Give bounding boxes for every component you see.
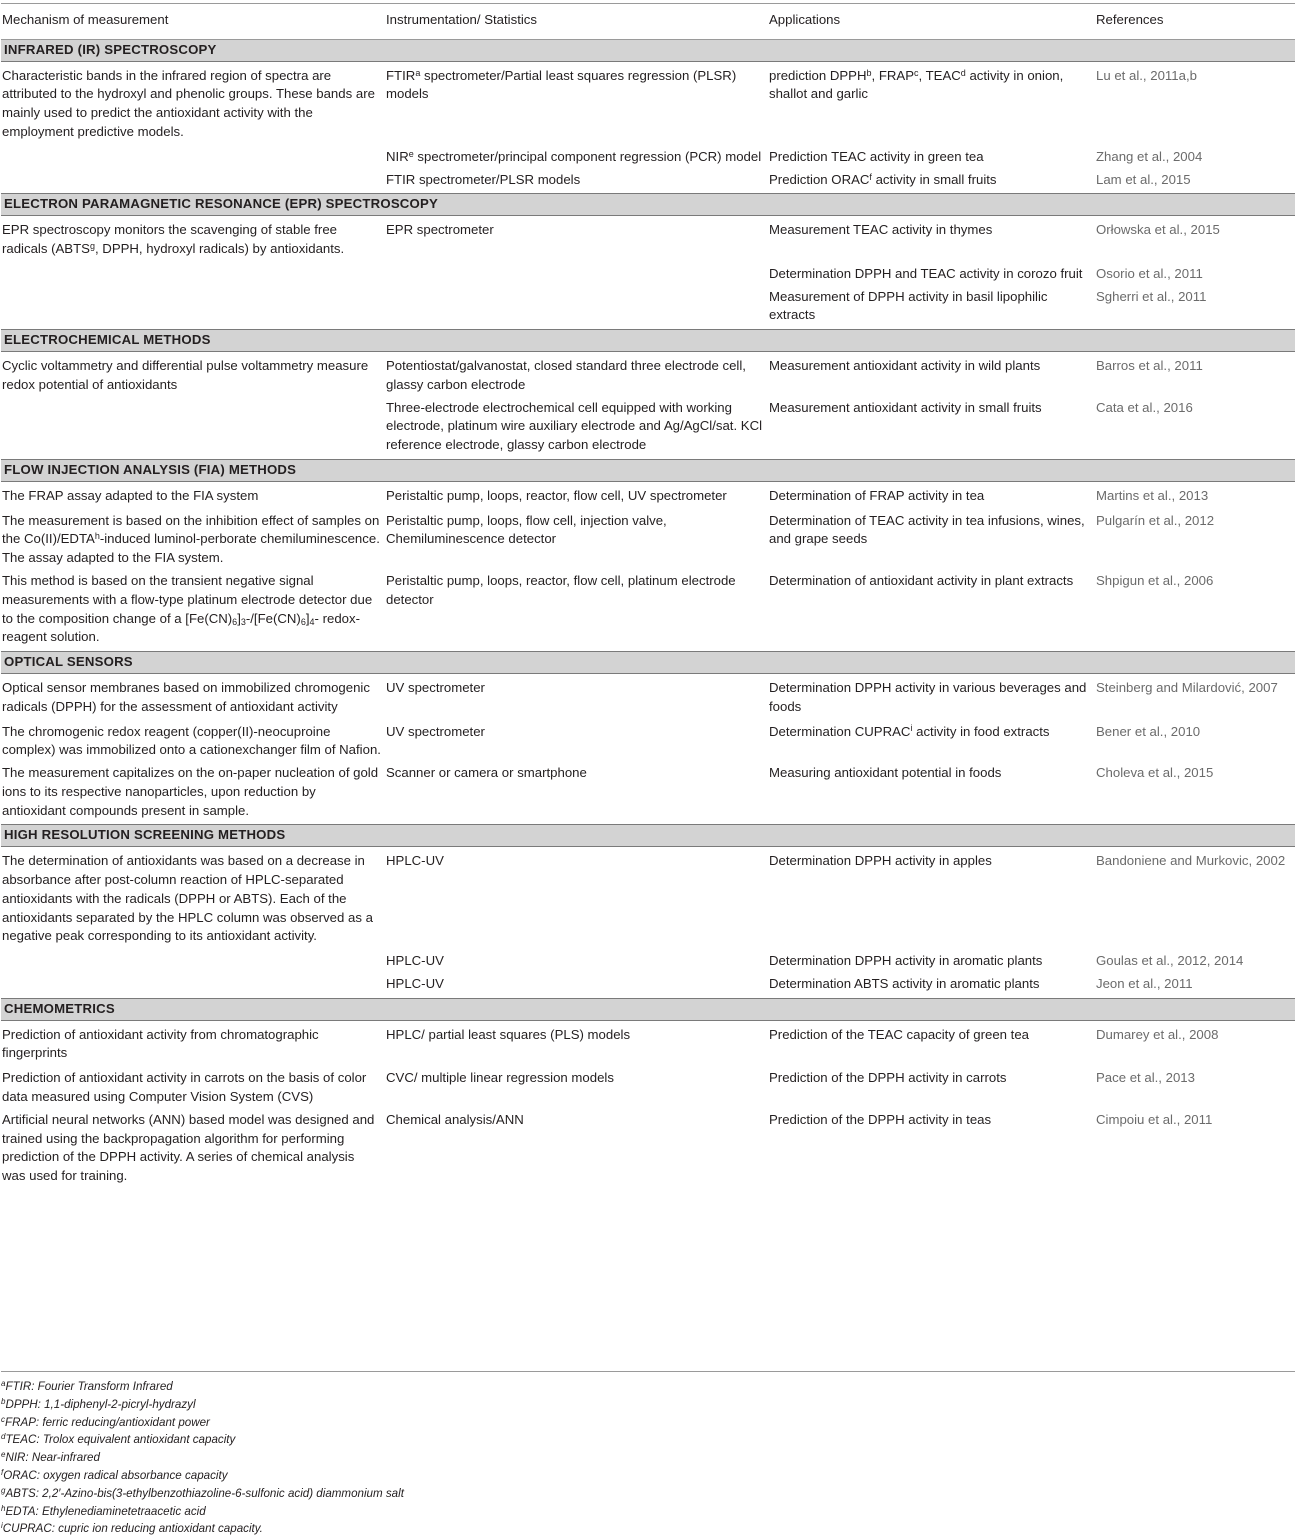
- cell-mechanism: Optical sensor membranes based on immobilized chromogenic radicals (DPPH) for the assessment of antioxidant activity: [2, 679, 370, 714]
- footnote: $^g$ABTS: 2,2′-Azino-bis(3-ethylbenzothiazoline-6-sulfonic acid) diammonium salt: [1, 1485, 404, 1500]
- cell-instrumentation: [385, 286, 768, 330]
- cell-application: Measurement antioxidant activity in small fruits: [769, 399, 1042, 415]
- cell-reference: Osorio et al., 2011: [1096, 265, 1203, 281]
- cell-mechanism: Prediction of antioxidant activity in carrots on the basis of color data measured using Computer Vision System (CVS): [2, 1070, 367, 1105]
- table-row: [1, 286, 1295, 330]
- cell-application: Determination ABTS activity in aromatic plants: [769, 976, 1040, 992]
- section-header: [1, 652, 1295, 674]
- cell-application: Determination of FRAP activity in tea: [769, 487, 985, 503]
- cell-application: Determination CUPRAC$^i$ activity in food extracts: [769, 723, 1050, 739]
- cell-reference: Cata et al., 2016: [1096, 399, 1193, 415]
- cell-instrumentation: FTIR$^a$ spectrometer/Partial least squares regression (PLSR) models: [386, 67, 737, 102]
- cell-application: Prediction of the TEAC capacity of green tea: [769, 1026, 1029, 1042]
- cell-reference: Steinberg and Milardović, 2007: [1096, 679, 1278, 695]
- cell-mechanism: Cyclic voltammetry and differential pulse voltammetry measure redox potential of antioxidants: [2, 357, 369, 392]
- cell-instrumentation: HPLC/ partial least squares (PLS) models: [386, 1026, 631, 1042]
- cell-reference: Orłowska et al., 2015: [1096, 222, 1220, 238]
- cell-reference: Bandoniene and Murkovic, 2002: [1096, 853, 1286, 869]
- cell-mechanism: The chromogenic redox reagent (copper(II)-neocuproine complex) was immobilized onto a cationexchanger film of Nafion.: [2, 723, 381, 758]
- cell-reference: Sgherri et al., 2011: [1096, 288, 1207, 304]
- section-title: OPTICAL SENSORS: [1, 652, 1295, 674]
- cell-reference: Shpigun et al., 2006: [1096, 572, 1214, 588]
- table-row: [1, 216, 1295, 261]
- footnote: $^d$TEAC: Trolox equivalent antioxidant capacity: [1, 1432, 236, 1447]
- cell-instrumentation: [385, 261, 768, 286]
- cell-application: Measurement TEAC activity in thymes: [769, 222, 993, 238]
- section-title: CHEMOMETRICS: [1, 998, 1295, 1020]
- cell-application: Determination DPPH activity in aromatic plants: [769, 953, 1043, 969]
- section-header: [1, 998, 1295, 1020]
- table-row: [1, 762, 1295, 825]
- cell-mechanism: Prediction of antioxidant activity from chromatographic fingerprints: [2, 1026, 319, 1061]
- section-title: ELECTRON PARAMAGNETIC RESONANCE (EPR) SPECTROSCOPY: [1, 194, 1295, 216]
- cell-application: Determination DPPH and TEAC activity in corozo fruit: [769, 265, 1083, 281]
- cell-application: Prediction TEAC activity in green tea: [769, 148, 984, 164]
- methods-table: [1, 3, 1295, 1190]
- cell-application: Determination of TEAC activity in tea infusions, wines, and grape seeds: [769, 512, 1085, 547]
- table-row: [1, 570, 1295, 652]
- cell-application: Determination DPPH activity in apples: [769, 853, 992, 869]
- cell-mechanism: The FRAP assay adapted to the FIA system: [2, 487, 259, 503]
- cell-reference: Barros et al., 2011: [1096, 357, 1203, 373]
- cell-reference: Zhang et al., 2004: [1096, 148, 1203, 164]
- footnote: $^i$CUPRAC: cupric ion reducing antioxidant capacity.: [1, 1521, 263, 1536]
- cell-instrumentation: CVC/ multiple linear regression models: [386, 1070, 614, 1086]
- section-title: INFRARED (IR) SPECTROSCOPY: [1, 39, 1295, 61]
- cell-mechanism: [1, 169, 385, 194]
- cell-mechanism: Artificial neural networks (ANN) based model was designed and trained using the backpropagation algorithm for performing prediction of the DPPH activity. A series of chemical analysis was used for training.: [2, 1111, 375, 1184]
- cell-instrumentation: Peristaltic pump, loops, reactor, flow cell, UV spectrometer: [386, 487, 727, 503]
- section-header: [1, 825, 1295, 847]
- table-row: [1, 719, 1295, 763]
- cell-mechanism: [1, 286, 385, 330]
- cell-instrumentation: Chemical analysis/ANN: [386, 1111, 524, 1127]
- table-row: [1, 673, 1295, 718]
- cell-mechanism: The measurement capitalizes on the on-paper nucleation of gold ions to its respective nanoparticles, upon reduction by antioxidant compounds present in sample.: [2, 765, 379, 818]
- section-header: [1, 459, 1295, 481]
- cell-reference: Dumarey et al., 2008: [1096, 1026, 1219, 1042]
- footnote: $^c$FRAP: ferric reducing/antioxidant power: [1, 1414, 210, 1429]
- cell-instrumentation: Peristaltic pump, loops, reactor, flow cell, platinum electrode detector: [386, 572, 736, 607]
- section-title: FLOW INJECTION ANALYSIS (FIA) METHODS: [1, 459, 1295, 481]
- section-header: [1, 39, 1295, 61]
- cell-instrumentation: HPLC-UV: [386, 853, 444, 869]
- cell-reference: Lam et al., 2015: [1096, 171, 1191, 187]
- cell-mechanism: [1, 144, 385, 169]
- table-row: [1, 1020, 1295, 1065]
- cell-instrumentation: Peristaltic pump, loops, flow cell, injection valve, Chemiluminescence detector: [386, 512, 667, 547]
- table-row: [1, 973, 1295, 998]
- cell-instrumentation: NIR$^e$ spectrometer/principal component regression (PCR) model: [386, 148, 762, 164]
- table-row: [1, 481, 1295, 507]
- cell-mechanism: [1, 948, 385, 973]
- cell-reference: Cimpoiu et al., 2011: [1096, 1111, 1213, 1127]
- cell-reference: Lu et al., 2011a,b: [1096, 67, 1197, 83]
- table-row: [1, 144, 1295, 169]
- cell-reference: Pulgarín et al., 2012: [1096, 512, 1215, 528]
- table-row: [1, 261, 1295, 286]
- table-row: [1, 397, 1295, 460]
- cell-mechanism: This method is based on the transient negative signal measurements with a flow-type platinum electrode detector due to the composition change of a $[Fe(CN)_6]_3-/[Fe(CN)_6]_4-$ redox-reagent solution.: [2, 572, 373, 645]
- section-title: HIGH RESOLUTION SCREENING METHODS: [1, 825, 1295, 847]
- section-title: ELECTROCHEMICAL METHODS: [1, 330, 1295, 352]
- table-row: [1, 169, 1295, 194]
- cell-application: Prediction of the DPPH activity in teas: [769, 1111, 992, 1127]
- cell-mechanism: [1, 973, 385, 998]
- cell-application: Prediction of the DPPH activity in carrots: [769, 1070, 1007, 1086]
- header-instrumentation: Instrumentation/ Statistics: [385, 4, 768, 40]
- cell-mechanism: The measurement is based on the inhibition effect of samples on the Co(II)/EDTA$^h$-induced luminol-perborate chemiluminescence. The assay adapted to the FIA system.: [2, 512, 380, 566]
- cell-instrumentation: Scanner or camera or smartphone: [386, 765, 587, 781]
- cell-mechanism: [1, 397, 385, 460]
- section-header: [1, 194, 1295, 216]
- cell-instrumentation: FTIR spectrometer/PLSR models: [386, 171, 581, 187]
- cell-reference: Jeon et al., 2011: [1096, 976, 1193, 992]
- cell-application: Determination DPPH activity in various beverages and foods: [769, 679, 1087, 714]
- cell-instrumentation: EPR spectrometer: [386, 222, 494, 238]
- cell-reference: Goulas et al., 2012, 2014: [1096, 953, 1244, 969]
- cell-mechanism: Characteristic bands in the infrared region of spectra are attributed to the hydroxyl and phenolic groups. These bands are mainly used to predict the antioxidant activity with the employment predictive models.: [2, 67, 375, 139]
- table-row: [1, 1065, 1295, 1109]
- footnote: $^a$FTIR: Fourier Transform Infrared: [1, 1379, 173, 1393]
- cell-application: prediction DPPH$^b$, FRAP$^c$, TEAC$^d$ activity in onion, shallot and garlic: [769, 67, 1064, 102]
- header-references: References: [1095, 4, 1295, 40]
- table-row: [1, 61, 1295, 144]
- table-row: [1, 1109, 1295, 1190]
- footnote: $^h$EDTA: Ethylenediaminetetraacetic acid: [1, 1503, 206, 1518]
- cell-instrumentation: HPLC-UV: [386, 953, 444, 969]
- cell-application: Determination of antioxidant activity in plant extracts: [769, 572, 1074, 588]
- footnote: $^b$DPPH: 1,1-diphenyl-2-picryl-hydrazyl: [1, 1396, 196, 1411]
- cell-reference: Bener et al., 2010: [1096, 723, 1201, 739]
- cell-instrumentation: Potentiostat/galvanostat, closed standard three electrode cell, glassy carbon electrode: [386, 357, 746, 392]
- cell-application: Prediction ORAC$^f$ activity in small fruits: [769, 171, 997, 187]
- cell-application: Measurement antioxidant activity in wild plants: [769, 357, 1041, 373]
- cell-mechanism: EPR spectroscopy monitors the scavenging of stable free radicals (ABTS$^g$, DPPH, hydroxyl radicals) by antioxidants.: [2, 222, 345, 256]
- cell-reference: Pace et al., 2013: [1096, 1070, 1195, 1086]
- cell-mechanism: [1, 261, 385, 286]
- cell-instrumentation: Three-electrode electrochemical cell equipped with working electrode, platinum wire auxiliary electrode and Ag/AgCl/sat. KCl reference electrode, glassy carbon electrode: [386, 399, 763, 453]
- cell-instrumentation: UV spectrometer: [386, 679, 485, 695]
- section-header: [1, 330, 1295, 352]
- footnote: $^e$NIR: Near-infrared: [1, 1450, 100, 1465]
- cell-instrumentation: HPLC-UV: [386, 976, 444, 992]
- cell-mechanism: The determination of antioxidants was based on a decrease in absorbance after post-column reaction of HPLC-separated antioxidants with the radicals (DPPH or ABTS). Each of the antioxidants separated by the HPLC column was observed as a negative peak corresponding to its antioxidant activity.: [2, 853, 373, 944]
- cell-reference: Martins et al., 2013: [1096, 487, 1209, 503]
- cell-application: Measuring antioxidant potential in foods: [769, 765, 1002, 781]
- table-row: [1, 847, 1295, 948]
- header-applications: Applications: [768, 4, 1095, 40]
- header-row: [1, 4, 1295, 40]
- footnote: $^f$ORAC: oxygen radical absorbance capacity: [1, 1467, 228, 1482]
- cell-reference: Choleva et al., 2015: [1096, 765, 1214, 781]
- cell-application: Measurement of DPPH activity in basil lipophilic extracts: [769, 288, 1048, 323]
- table-row: [1, 351, 1295, 396]
- header-mechanism: Mechanism of measurement: [1, 4, 385, 40]
- footnotes: [1, 1371, 1295, 1538]
- cell-instrumentation: UV spectrometer: [386, 723, 485, 739]
- table-row: [1, 508, 1295, 570]
- table-row: [1, 948, 1295, 973]
